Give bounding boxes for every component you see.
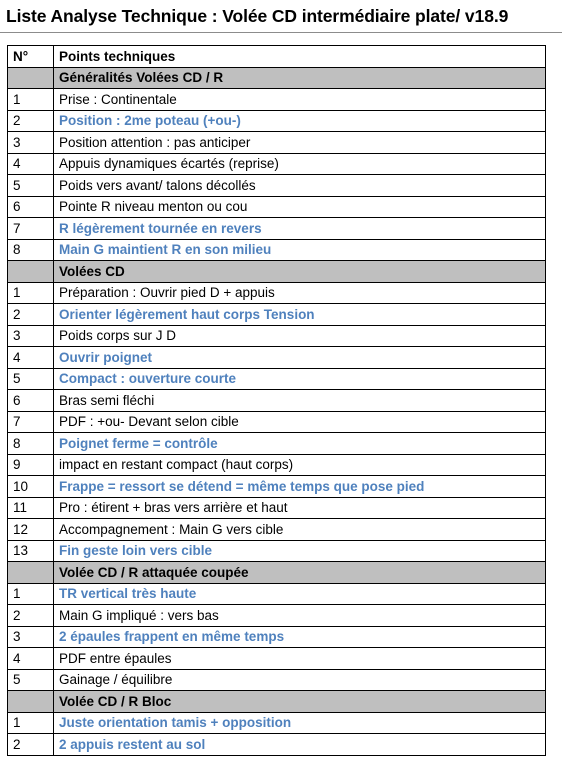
row-point-text: Poignet ferme = contrôle	[54, 433, 546, 455]
row-number: 2	[8, 605, 54, 627]
row-number: 4	[8, 153, 54, 175]
row-number: 4	[8, 347, 54, 369]
row-point-text: PDF entre épaules	[54, 648, 546, 670]
row-number: 2	[8, 110, 54, 132]
table-row	[8, 583, 546, 605]
table-row	[8, 89, 546, 111]
table-row	[8, 734, 546, 756]
table-row	[8, 605, 546, 627]
row-point-text: Poids corps sur J D	[54, 325, 546, 347]
table-row	[8, 454, 546, 476]
header-points: Points techniques	[54, 46, 546, 68]
section-num-cell	[8, 691, 54, 713]
row-point-text: Fin geste loin vers cible	[54, 540, 546, 562]
row-number: 5	[8, 669, 54, 691]
row-point-text: Orienter légèrement haut corps Tension	[54, 304, 546, 326]
row-number: 3	[8, 626, 54, 648]
row-point-text: impact en restant compact (haut corps)	[54, 454, 546, 476]
table-row	[8, 519, 546, 541]
table-row	[8, 325, 546, 347]
section-row	[8, 67, 546, 89]
row-number: 2	[8, 734, 54, 756]
row-point-text: 2 épaules frappent en même temps	[54, 626, 546, 648]
row-number: 5	[8, 368, 54, 390]
row-point-text: R légèrement tournée en revers	[54, 218, 546, 240]
table-row	[8, 540, 546, 562]
row-number: 6	[8, 196, 54, 218]
row-number: 8	[8, 239, 54, 261]
title-underline	[0, 32, 562, 33]
table-row	[8, 175, 546, 197]
row-number: 7	[8, 411, 54, 433]
row-point-text: Main G impliqué : vers bas	[54, 605, 546, 627]
table-row	[8, 433, 546, 455]
row-point-text: Frappe = ressort se détend = même temps que pose pied	[54, 476, 546, 498]
row-point-text: Pro : étirent + bras vers arrière et haut	[54, 497, 546, 519]
row-number: 2	[8, 304, 54, 326]
row-number: 7	[8, 218, 54, 240]
row-point-text: Pointe R niveau menton ou cou	[54, 196, 546, 218]
row-number: 11	[8, 497, 54, 519]
row-number: 6	[8, 390, 54, 412]
section-num-cell	[8, 67, 54, 89]
row-point-text: TR vertical très haute	[54, 583, 546, 605]
table-row	[8, 411, 546, 433]
row-point-text: Main G maintient R en son milieu	[54, 239, 546, 261]
technical-points-table	[7, 45, 546, 756]
table-row	[8, 648, 546, 670]
row-number: 8	[8, 433, 54, 455]
row-point-text: Position : 2me poteau (+ou-)	[54, 110, 546, 132]
section-title: Volées CD	[54, 261, 546, 283]
table-row	[8, 347, 546, 369]
row-point-text: Position attention : pas anticiper	[54, 132, 546, 154]
row-number: 4	[8, 648, 54, 670]
row-point-text: Poids vers avant/ talons décollés	[54, 175, 546, 197]
row-number: 1	[8, 583, 54, 605]
section-title: Volée CD / R Bloc	[54, 691, 546, 713]
row-point-text: Gainage / équilibre	[54, 669, 546, 691]
table-row	[8, 110, 546, 132]
table-row	[8, 626, 546, 648]
section-num-cell	[8, 562, 54, 584]
row-point-text: Appuis dynamiques écartés (reprise)	[54, 153, 546, 175]
table-row	[8, 476, 546, 498]
row-point-text: Ouvrir poignet	[54, 347, 546, 369]
table-row	[8, 368, 546, 390]
row-number: 3	[8, 325, 54, 347]
row-point-text: PDF : +ou- Devant selon cible	[54, 411, 546, 433]
table-row	[8, 132, 546, 154]
row-number: 13	[8, 540, 54, 562]
row-point-text: Juste orientation tamis + opposition	[54, 712, 546, 734]
table-row	[8, 669, 546, 691]
table-header-row	[8, 46, 546, 68]
row-number: 1	[8, 282, 54, 304]
section-row	[8, 691, 546, 713]
row-number: 3	[8, 132, 54, 154]
table-body	[8, 67, 546, 755]
row-point-text: 2 appuis restent au sol	[54, 734, 546, 756]
table-row	[8, 390, 546, 412]
table-row	[8, 712, 546, 734]
table-row	[8, 218, 546, 240]
section-row	[8, 562, 546, 584]
table-row	[8, 239, 546, 261]
row-point-text: Bras semi fléchi	[54, 390, 546, 412]
row-point-text: Prise : Continentale	[54, 89, 546, 111]
row-point-text: Accompagnement : Main G vers cible	[54, 519, 546, 541]
row-number: 1	[8, 712, 54, 734]
table-row	[8, 304, 546, 326]
row-point-text: Compact : ouverture courte	[54, 368, 546, 390]
section-num-cell	[8, 261, 54, 283]
table-row	[8, 497, 546, 519]
document-title: Liste Analyse Technique : Volée CD intermédiaire plate/ v18.9	[6, 6, 509, 26]
table-row	[8, 282, 546, 304]
row-number: 10	[8, 476, 54, 498]
row-point-text: Préparation : Ouvrir pied D + appuis	[54, 282, 546, 304]
row-number: 5	[8, 175, 54, 197]
section-title: Volée CD / R attaquée coupée	[54, 562, 546, 584]
table-row	[8, 196, 546, 218]
table-row	[8, 153, 546, 175]
section-row	[8, 261, 546, 283]
section-title: Généralités Volées CD / R	[54, 67, 546, 89]
row-number: 1	[8, 89, 54, 111]
header-num: N°	[8, 46, 54, 68]
row-number: 9	[8, 454, 54, 476]
row-number: 12	[8, 519, 54, 541]
